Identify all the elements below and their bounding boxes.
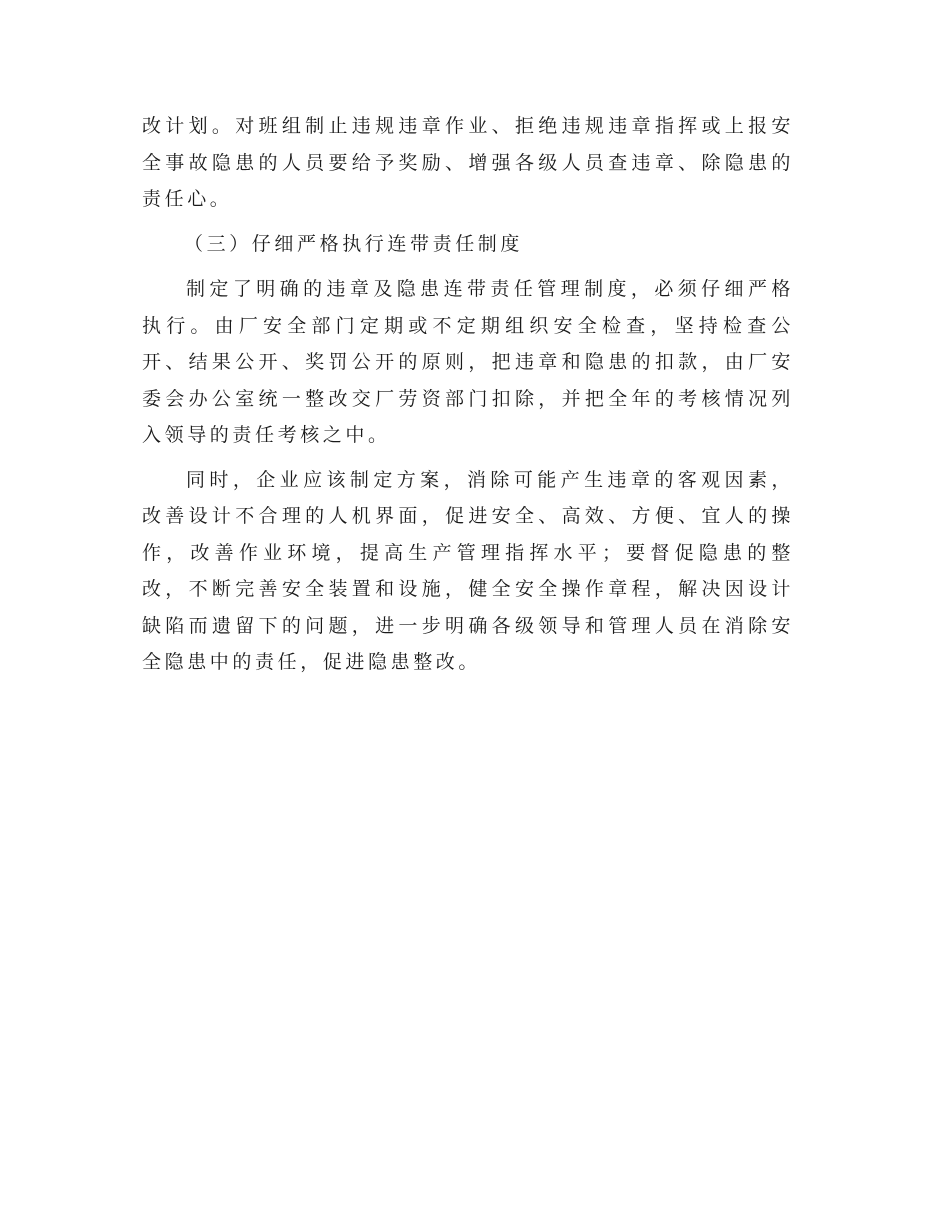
section-heading: （三）仔细严格执行连带责任制度	[184, 232, 524, 255]
paragraph-continued: 改计划。对班组制止违规违章作业、拒绝违规违章指挥或上报安全事故隐患的人员要给予奖励、增强各级人员查违章、除隐患的责任心。	[142, 115, 794, 210]
document-body	[142, 108, 794, 689]
paragraph-enterprise-measures: 同时，企业应该制定方案，消除可能产生违章的客观因素，改善设计不合理的人机界面，促进安全、高效、方便、宜人的操作，改善作业环境，提高生产管理指挥水平；要督促隐患的整改，不断完善安全装置和设施，健全安全操作章程，解决因设计缺陷而遗留下的问题，进一步明确各级领导和管理人员在消除安全隐患中的责任，促进隐患整改。	[142, 468, 794, 673]
paragraph-responsibility-system: 制定了明确的违章及隐患连带责任管理制度，必须仔细严格执行。由厂安全部门定期或不定期组织安全检查，坚持检查公开、结果公开、奖罚公开的原则，把违章和隐患的扣款，由厂安委会办公室统一整改交厂劳资部门扣除，并把全年的考核情况列入领导的责任考核之中。	[142, 278, 794, 446]
